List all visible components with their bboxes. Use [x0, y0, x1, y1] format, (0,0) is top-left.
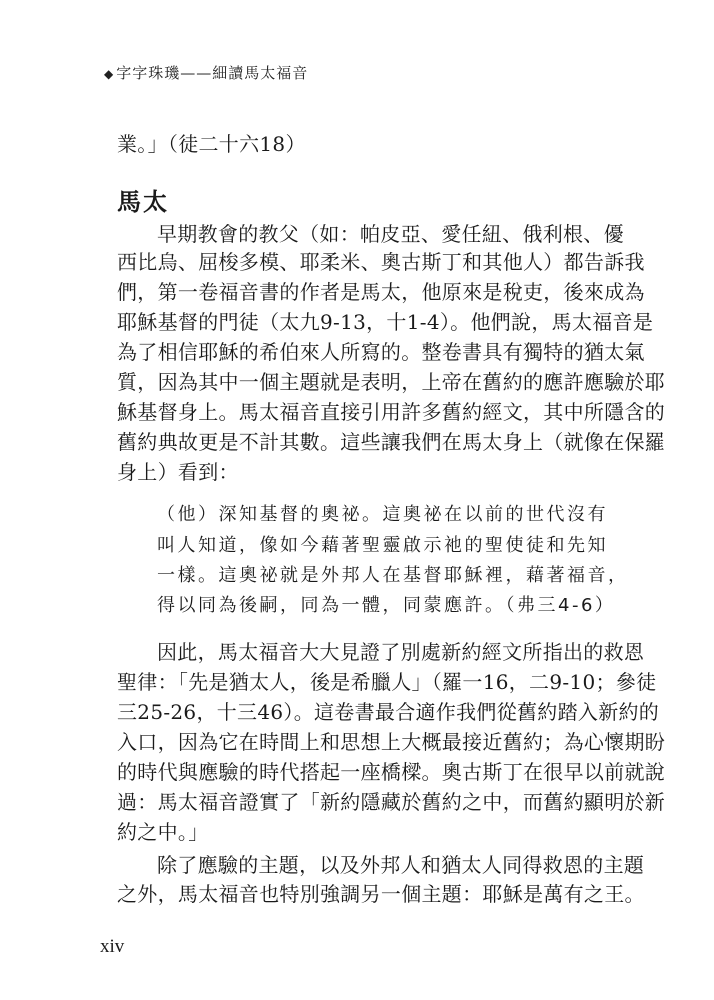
block-quote-line: （他）深知基督的奧祕。這奧祕在以前的世代沒有	[157, 504, 608, 525]
text-line: 耶穌基督的門徒（太九9-13，十1-4）。他們說，馬太福音是	[117, 310, 654, 334]
block-quote-line: 得以同為後嗣，同為一體，同蒙應許。（弗三4-6）	[157, 595, 616, 616]
text-line: 舊約典故更是不計其數。這些讓我們在馬太身上（就像在保羅	[117, 430, 666, 454]
running-header	[104, 62, 308, 83]
text-line: 早期教會的教父（如：帕皮亞、愛任紐、俄利根、優	[157, 222, 624, 246]
text-line: 除了應驗的主題，以及外邦人和猶太人同得救恩的主題	[157, 853, 645, 877]
text-line: 約之中。」	[117, 820, 209, 844]
text-line: 為了相信耶穌的希伯來人所寫的。整卷書具有獨特的猶太氣	[117, 340, 645, 364]
page-number: xiv	[100, 936, 125, 957]
section-heading: 馬太	[117, 187, 169, 216]
text-line: 穌基督身上。馬太福音直接引用許多舊約經文，其中所隱含的	[117, 400, 666, 424]
text-line: 西比烏、屈梭多模、耶柔米、奧古斯丁和其他人）都告訴我	[117, 250, 645, 274]
text-line: 因此，馬太福音大大見證了別處新約經文所指出的救恩	[157, 640, 645, 664]
block-quote-line: 叫人知道，像如今藉著聖靈啟示祂的聖使徒和先知	[157, 535, 608, 556]
text-line: 三25-26，十三46）。這卷書最合適作我們從舊約踏入新約的	[117, 700, 660, 724]
running-header-title: 字字珠璣——細讀馬太福音	[116, 64, 309, 82]
text-line: 聖律：「先是猶太人，後是希臘人」（羅一16，二9-10；參徒	[117, 670, 657, 694]
text-line: 身上）看到：	[117, 460, 239, 484]
text-line: 質，因為其中一個主題就是表明，上帝在舊約的應許應驗於耶	[117, 370, 666, 394]
text-line: 們，第一卷福音書的作者是馬太，他原來是稅吏，後來成為	[117, 280, 645, 304]
text-line: 的時代與應驗的時代搭起一座橋樑。奧古斯丁在很早以前就說	[117, 760, 666, 784]
text-line: 過：馬太福音證實了「新約隱藏於舊約之中，而舊約顯明於新	[117, 790, 666, 814]
text-line: 業。」（徒二十六18）	[117, 132, 306, 156]
diamond-icon: ◆	[104, 67, 115, 81]
text-line: 入口，因為它在時間上和思想上大概最接近舊約；為心懷期盼	[117, 730, 666, 754]
text-line: 之外，馬太福音也特別強調另一個主題：耶穌是萬有之王。	[117, 882, 645, 906]
block-quote-line: 一樣。這奧祕就是外邦人在基督耶穌裡，藉著福音，	[157, 565, 629, 586]
